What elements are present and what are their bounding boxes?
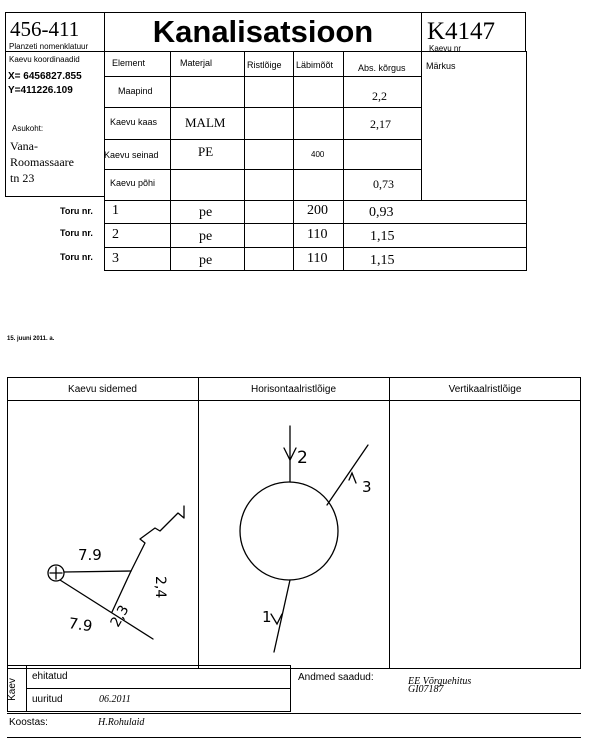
form-date: 15. juuni 2011. a. <box>7 336 55 342</box>
well-circle <box>240 482 338 580</box>
pipe-diameter: 110 <box>307 227 328 242</box>
coord-y: Y=411226.109 <box>8 85 73 96</box>
site-label: Asukoht: <box>12 124 44 133</box>
pipe-1-line <box>274 580 290 652</box>
author-label: Koostas: <box>9 717 48 728</box>
coord-x: X= 6456827.855 <box>8 71 82 82</box>
drawing-header-ties: Kaevu sidemed <box>68 384 137 395</box>
author-value: H.Rohulaid <box>98 717 145 728</box>
row-elevation: 2,2 <box>372 89 387 103</box>
row-element: Kaevu kaas <box>110 117 158 127</box>
pipe-number: 3 <box>112 251 119 266</box>
well-id-label: Kaevu nr <box>429 44 462 53</box>
site-line: Vana- <box>10 139 38 153</box>
tie-label: 2,4 <box>152 576 168 599</box>
drawing-header-horizontal: Horisontaalristlõige <box>250 384 337 395</box>
data-from-code: GI07187 <box>408 684 444 695</box>
pipe-diameter: 110 <box>307 251 328 266</box>
pipe-mark: 1 <box>262 608 272 626</box>
header-material: Materjal <box>180 58 213 68</box>
site-line: tn 23 <box>10 171 35 185</box>
data-from-value: EE Võrguehitus <box>408 676 472 687</box>
well-id: K4147 <box>427 18 496 45</box>
tie-line <box>64 571 131 572</box>
pipe-elevation: 1,15 <box>370 253 395 268</box>
pipe-material: pe <box>199 229 213 244</box>
pipe-material: pe <box>199 253 213 268</box>
pipe-label: Toru nr. <box>60 252 93 262</box>
row-element: Maapind <box>118 86 153 96</box>
tie-label: 2,3 <box>107 602 133 630</box>
sheet-number-label: Planzeti nomenklatuur <box>9 42 89 51</box>
row-element: Kaevu põhi <box>110 178 156 188</box>
data-from-label: Andmed saadud: <box>298 672 374 683</box>
kaev-label: Kaev <box>6 678 18 701</box>
surveyed-row <box>26 688 291 712</box>
row-material: PE <box>198 144 214 159</box>
header-element: Element <box>112 58 146 68</box>
tie-label: 7.9 <box>67 614 94 636</box>
row-material: MALM <box>185 115 226 130</box>
pipe-material: pe <box>199 205 213 220</box>
pipe-label: Toru nr. <box>60 228 93 238</box>
pipe-mark: 2 <box>297 448 308 468</box>
pipe-elevation: 0,93 <box>369 205 394 220</box>
pipe-diameter: 200 <box>307 203 328 218</box>
tie-label: 7.9 <box>78 546 102 564</box>
pipe-mark: 3 <box>362 478 372 496</box>
coord-label: Kaevu koordinaadid <box>9 55 80 64</box>
sheet-number: 456-411 <box>10 17 80 41</box>
page-title: Kanalisatsioon <box>152 14 374 49</box>
pipe-label: Toru nr. <box>60 206 93 216</box>
pipe-number: 1 <box>112 203 119 218</box>
surveyed-label: uuritud <box>32 694 63 705</box>
header-cross-section: Ristlõige <box>247 60 282 70</box>
row-elevation: 0,73 <box>373 177 394 191</box>
built-row <box>26 665 291 689</box>
building-wall <box>131 506 184 571</box>
pipe-elevation: 1,15 <box>370 229 395 244</box>
row-elevation: 2,17 <box>370 117 391 131</box>
header-elevation: Abs. kõrgus <box>358 63 406 73</box>
kaev-label-box <box>7 665 27 712</box>
pipe-3-line <box>327 445 368 505</box>
drawing-header-vertical: Vertikaalristlõige <box>448 384 522 395</box>
surveyed-value: 06.2011 <box>99 694 131 705</box>
pipe-number: 2 <box>112 227 119 242</box>
header-diameter: Läbimõõt <box>296 60 334 70</box>
row-diameter: 400 <box>311 150 325 159</box>
row-element: Kaevu seinad <box>104 150 159 160</box>
built-label: ehitatud <box>32 671 68 682</box>
header-remarks: Märkus <box>426 61 456 71</box>
site-line: Roomassaare <box>10 155 74 169</box>
